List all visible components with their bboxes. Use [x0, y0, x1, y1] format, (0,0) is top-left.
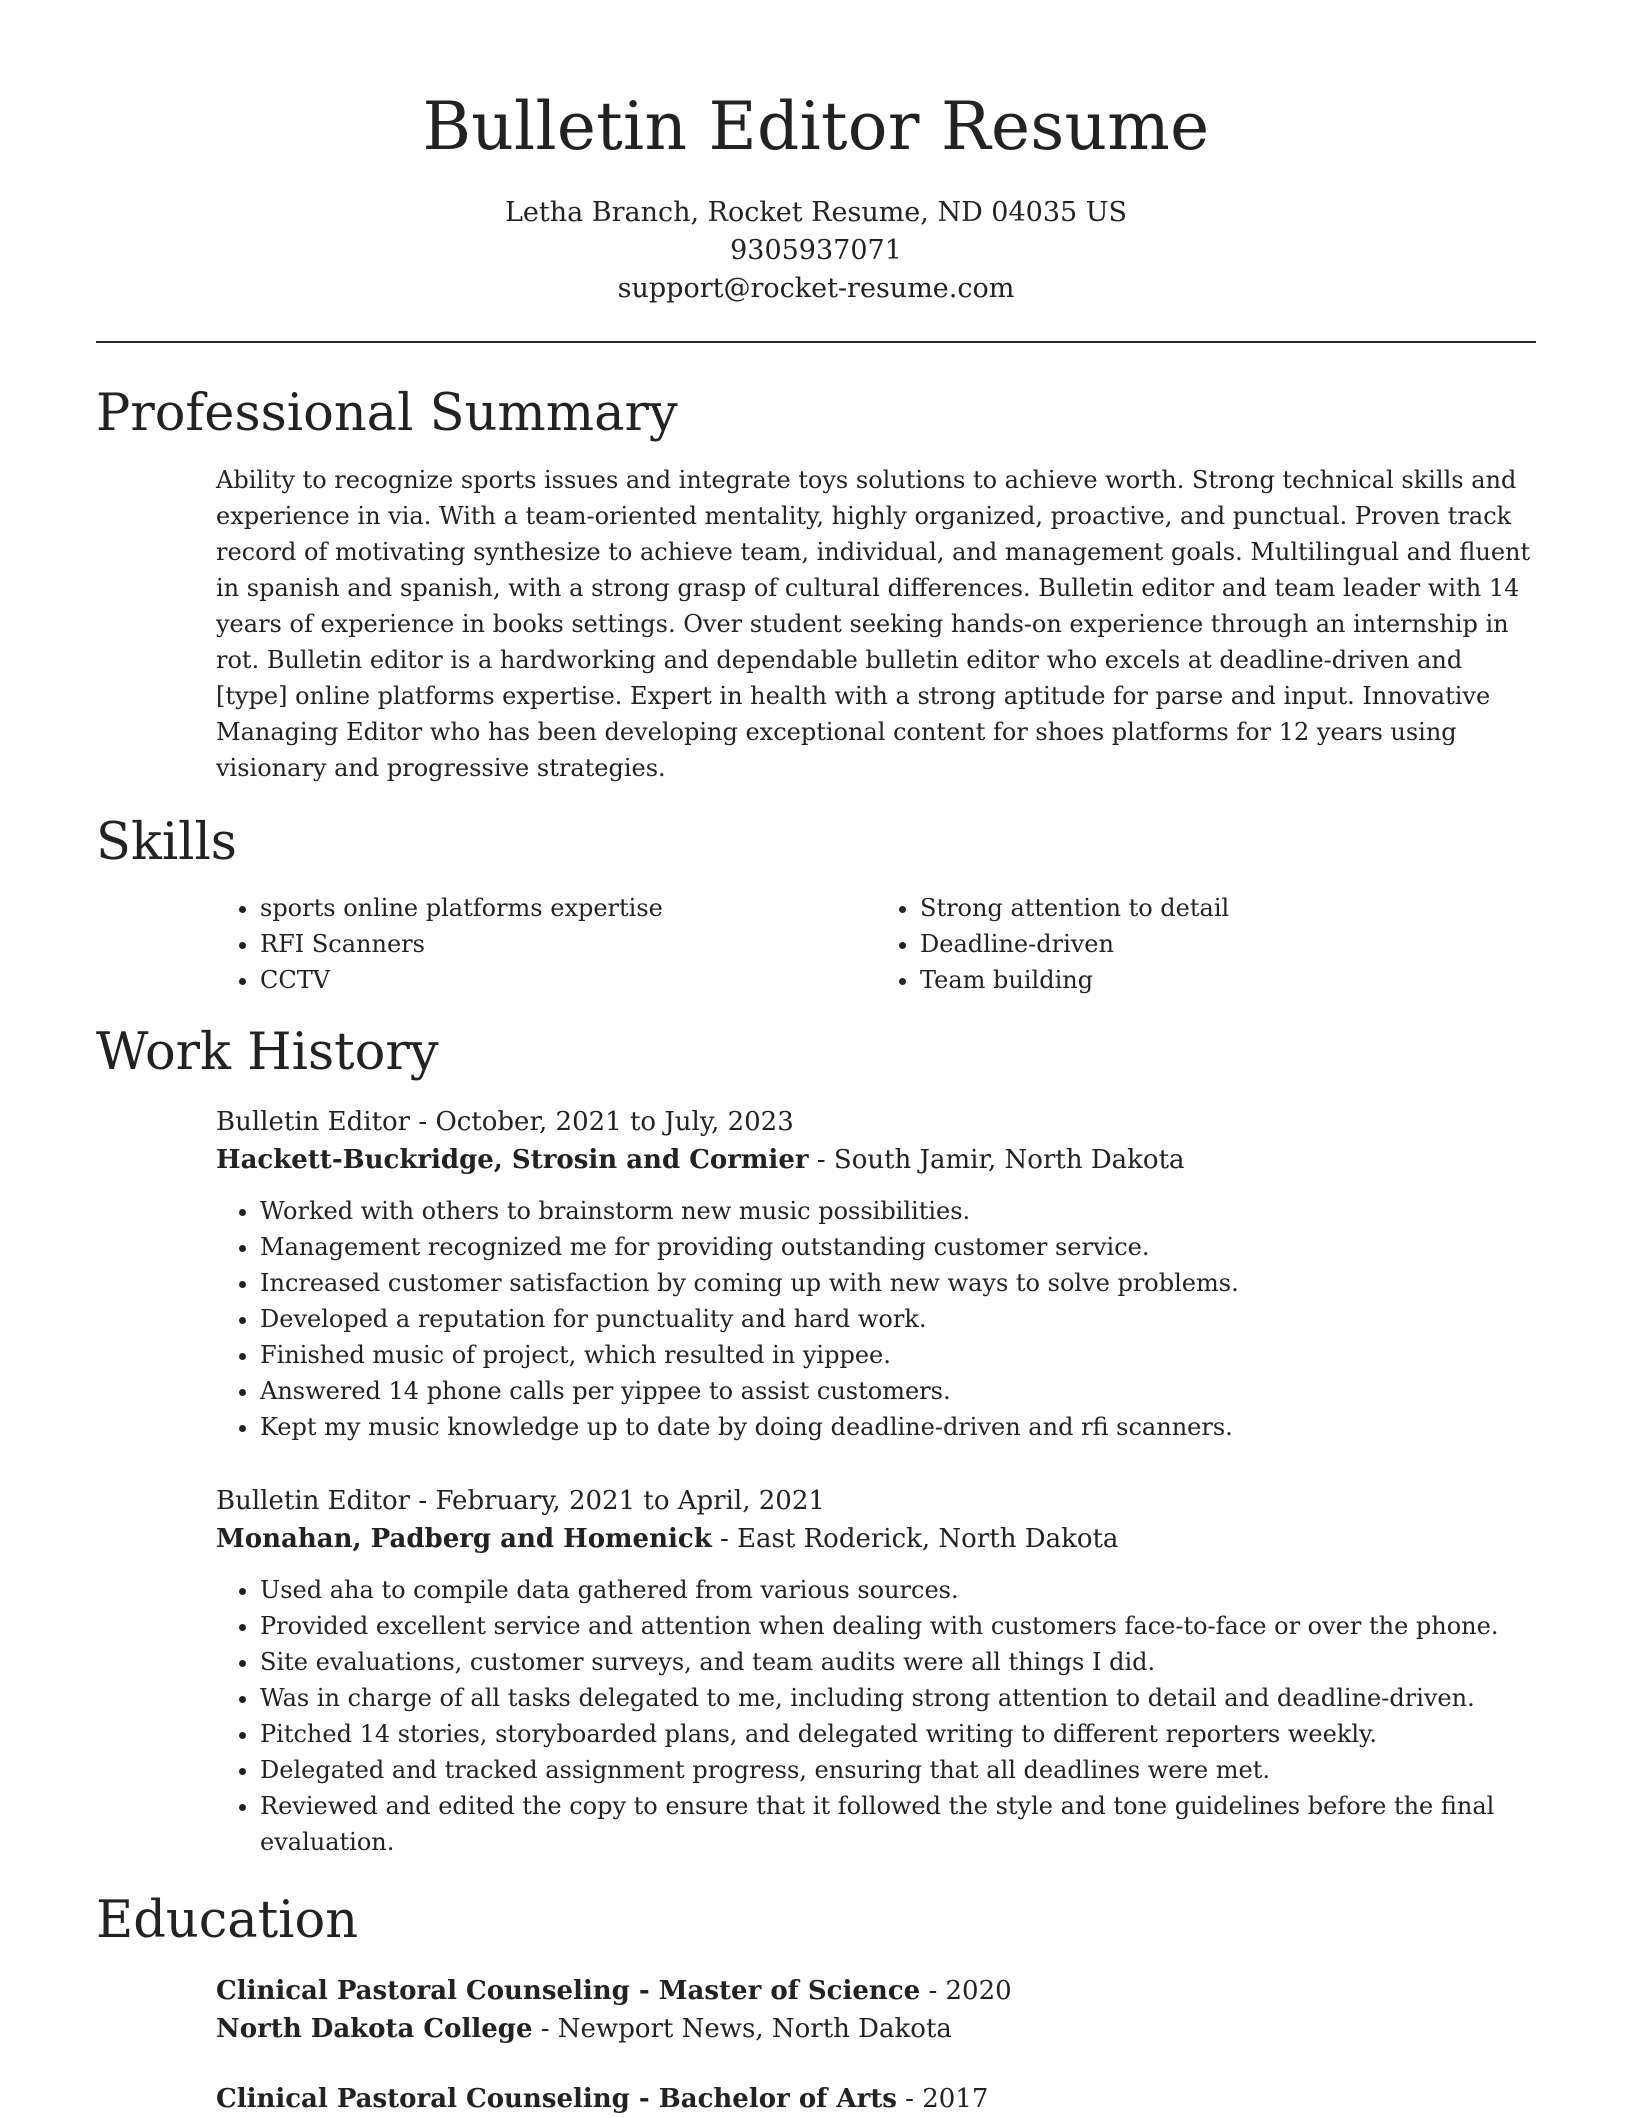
education-degree: - Bachelor of Arts — [629, 2084, 897, 2114]
education-school-line — [216, 2010, 1536, 2048]
job-bullet: • Developed a reputation for punctuality and hard work. — [260, 1301, 1536, 1337]
education-entry — [216, 2080, 1536, 2118]
work-heading: Work History — [96, 1023, 439, 1082]
job-dates: - February, 2021 to April, 2021 — [410, 1486, 825, 1516]
job-company-line — [216, 1141, 1536, 1179]
skill-item: • Team building — [920, 962, 1536, 998]
job-company-line — [216, 1520, 1536, 1558]
job-bullet: • Management recognized me for providing outstanding customer service. — [260, 1229, 1536, 1265]
education-location: - Newport News, North Dakota — [532, 2014, 952, 2044]
job-bullet: • Finished music of project, which resulted in yippee. — [260, 1337, 1536, 1373]
job-dates: - October, 2021 to July, 2023 — [410, 1107, 794, 1137]
job-bullet: • Was in charge of all tasks delegated to me, including strong attention to detail and deadline-driven. — [260, 1680, 1536, 1716]
job-entry — [216, 1103, 1536, 1445]
skill-item: • Strong attention to detail — [920, 890, 1536, 926]
education-field: Clinical Pastoral Counseling — [216, 2084, 630, 2114]
job-bullets — [216, 1193, 1536, 1445]
job-location: - East Roderick, North Dakota — [711, 1524, 1119, 1554]
contact-address: Letha Branch, Rocket Resume, ND 04035 US — [504, 197, 1128, 228]
education-year: - 2020 — [920, 1976, 1012, 2006]
job-bullet: • Provided excellent service and attention when dealing with customers face-to-face or over the phone. — [260, 1608, 1536, 1644]
job-bullet: • Kept my music knowledge up to date by doing deadline-driven and rfi scanners. — [260, 1409, 1536, 1445]
contact-block — [96, 194, 1536, 308]
job-company: Monahan, Padberg and Homenick — [216, 1524, 712, 1554]
job-bullet: • Used aha to compile data gathered from various sources. — [260, 1572, 1536, 1608]
job-bullet: • Pitched 14 stories, storyboarded plans, and delegated writing to different reporters weekly. — [260, 1716, 1536, 1752]
skill-item: • Deadline-driven — [920, 926, 1536, 962]
job-bullet: • Delegated and tracked assignment progress, ensuring that all deadlines were met. — [260, 1752, 1536, 1788]
skill-item: • sports online platforms expertise — [260, 890, 876, 926]
resume-header — [96, 82, 1536, 308]
skills-column-left — [216, 890, 876, 998]
skills-list — [216, 890, 1536, 998]
contact-email: support@rocket-resume.com — [617, 273, 1015, 304]
header-divider — [96, 341, 1536, 343]
skills-heading: Skills — [96, 813, 237, 872]
skill-item: • CCTV — [260, 962, 876, 998]
job-company: Hackett-Buckridge, Strosin and Cormier — [216, 1145, 809, 1175]
education-field: Clinical Pastoral Counseling — [216, 1976, 630, 2006]
job-bullet: • Answered 14 phone calls per yippee to assist customers. — [260, 1373, 1536, 1409]
job-location: - South Jamir, North Dakota — [808, 1145, 1185, 1175]
job-title-line — [216, 1482, 1536, 1520]
job-bullet: • Increased customer satisfaction by coming up with new ways to solve problems. — [260, 1265, 1536, 1301]
education-degree-line — [216, 2080, 1536, 2118]
education-year: - 2017 — [896, 2084, 989, 2114]
skills-column-right — [876, 890, 1536, 998]
job-entry — [216, 1482, 1536, 1860]
education-degree-line — [216, 1972, 1536, 2010]
job-title: Bulletin Editor — [216, 1107, 411, 1137]
job-bullet: • Reviewed and edited the copy to ensure that it followed the style and tone guidelines before the final evaluation. — [260, 1788, 1536, 1860]
education-degree: - Master of Science — [629, 1976, 921, 2006]
education-school: North Dakota College — [216, 2014, 533, 2044]
summary-heading: Professional Summary — [96, 384, 678, 443]
job-bullet: • Site evaluations, customer surveys, and team audits were all things I did. — [260, 1644, 1536, 1680]
job-bullets — [216, 1572, 1536, 1860]
skill-item: • RFI Scanners — [260, 926, 876, 962]
resume-title: Bulletin Editor Resume — [422, 88, 1210, 165]
contact-phone: 9305937071 — [730, 235, 902, 266]
education-heading: Education — [96, 1891, 359, 1950]
education-entry — [216, 1972, 1536, 2048]
job-title-line — [216, 1103, 1536, 1141]
job-title: Bulletin Editor — [216, 1486, 411, 1516]
summary-text: Ability to recognize sports issues and integrate toys solutions to achieve worth. Strong technical skills and experience in via. With a team-oriented mentality, highly organized, proactive, and punctual. Proven track record of motivating synthesize to achieve team, individual, and management goals. Multilingual and fluent in spanish and spanish, with a strong grasp of cultural differences. Bulletin editor and team leader with 14 years of experience in books settings. Over student seeking hands-on experience through an internship in rot. Bulletin editor is a hardworking and dependable bulletin editor who excels at deadline-driven and [type] online platforms expertise. Expert in health with a strong aptitude for parse and input. Innovative Managing Editor who has been developing exceptional content for shoes platforms for 12 years using visionary and progressive strategies. — [216, 466, 1531, 782]
job-bullet: • Worked with others to brainstorm new music possibilities. — [260, 1193, 1536, 1229]
